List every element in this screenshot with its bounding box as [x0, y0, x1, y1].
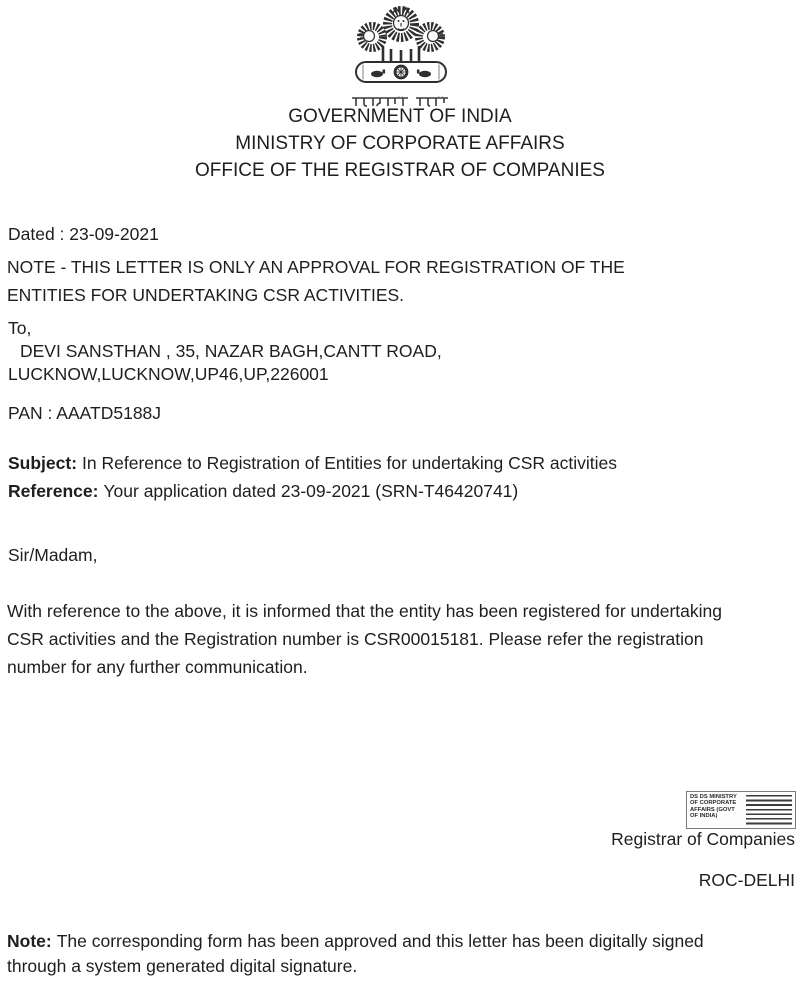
- stamp-authority-text: DS DS MINISTRY OF CORPORATE AFFAIRS (GOVT OF INDIA): [690, 794, 737, 820]
- subject-reference-block: [8, 449, 617, 505]
- recipient-address-line2: LUCKNOW,LUCKNOW,UP46,UP,226001: [8, 364, 329, 384]
- body-line3: number for any further communication.: [7, 657, 308, 677]
- dated-line: Dated : 23-09-2021: [8, 224, 159, 244]
- body-line1: With reference to the above, it is informed that the entity has been registered for undertaking: [7, 601, 722, 621]
- body-line2: CSR activities and the Registration number is CSR00015181. Please refer the registration: [7, 629, 704, 649]
- subject-label: Subject:: [8, 453, 78, 473]
- signer-title: Registrar of Companies: [611, 829, 795, 849]
- approval-note-line1: NOTE - THIS LETTER IS ONLY AN APPROVAL FOR REGISTRATION OF THE: [7, 257, 625, 277]
- heading-government-of-india: GOVERNMENT OF INDIA: [288, 106, 512, 127]
- footer-note-label: Note:: [7, 931, 52, 951]
- stamp-signature-microtext: [746, 795, 792, 825]
- heading-registrar-office: OFFICE OF THE REGISTRAR OF COMPANIES: [195, 160, 605, 181]
- pan-line: PAN : AAATD5188J: [8, 403, 162, 423]
- to-label: To,: [8, 318, 32, 338]
- footer-note-text1: The corresponding form has been approved and this letter has been digitally signed: [56, 931, 704, 951]
- subject-line: [8, 449, 617, 477]
- reference-label: Reference:: [8, 481, 99, 501]
- recipient-address-line1: DEVI SANSTHAN , 35, NAZAR BAGH,CANTT ROAD,: [20, 341, 442, 361]
- approval-note-line2: ENTITIES FOR UNDERTAKING CSR ACTIVITIES.: [7, 285, 405, 305]
- footer-note: [7, 929, 704, 979]
- reference-line: [8, 477, 617, 505]
- subject-text: In Reference to Registration of Entities for undertaking CSR activities: [82, 453, 618, 473]
- letterhead: [0, 103, 800, 184]
- digital-signature-stamp: [686, 791, 796, 829]
- heading-ministry: MINISTRY OF CORPORATE AFFAIRS: [235, 133, 565, 154]
- body-paragraph: [7, 597, 722, 681]
- footer-note-line1: [7, 929, 704, 954]
- salutation: Sir/Madam,: [8, 545, 98, 565]
- recipient-block: [8, 317, 442, 386]
- signer-office: ROC-DELHI: [698, 870, 795, 890]
- india-national-emblem-icon: [343, 4, 459, 92]
- reference-text: Your application dated 23-09-2021 (SRN-T46420741): [103, 481, 519, 501]
- footer-note-line2: through a system generated digital signature.: [7, 956, 358, 976]
- approval-note: [7, 253, 625, 309]
